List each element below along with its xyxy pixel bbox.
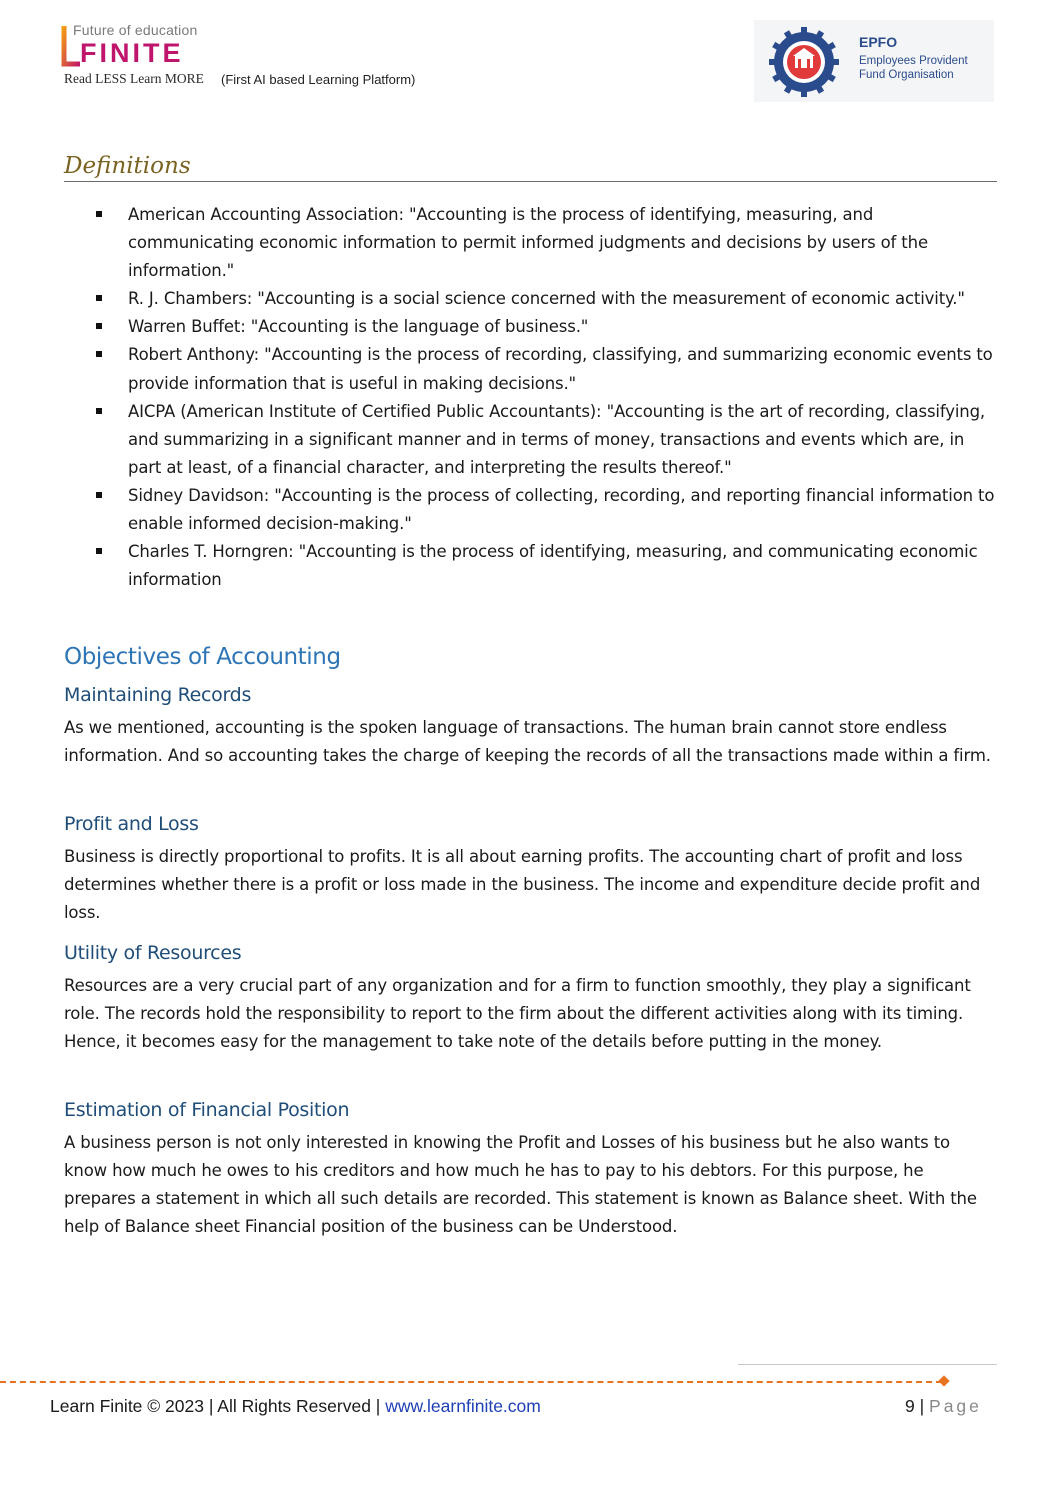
square-bullet-icon bbox=[96, 492, 102, 498]
list-item: American Accounting Association: "Accounting is the process of identifying, measuring, and communicating economic information to permit informed judgments and decisions by users of the information." bbox=[96, 201, 996, 285]
footer-dashed-rule bbox=[0, 1381, 942, 1383]
footer-website-link[interactable]: www.learnfinite.com bbox=[385, 1396, 541, 1416]
partner-logo-card bbox=[754, 20, 994, 102]
brand-slogan: Read LESS Learn MORE bbox=[64, 71, 204, 86]
epfo-seal-icon bbox=[768, 26, 840, 98]
list-item: Robert Anthony: "Accounting is the process of recording, classifying, and summarizing economic events to provide information that is useful in making decisions." bbox=[96, 341, 996, 397]
subsection-title-utility-of-resources: Utility of Resources bbox=[64, 942, 242, 964]
square-bullet-icon bbox=[96, 323, 102, 329]
list-item: Sidney Davidson: "Accounting is the process of collecting, recording, and reporting financial information to enable informed decision-making." bbox=[96, 482, 996, 538]
partner-subtitle-line2: Fund Organisation bbox=[859, 69, 954, 81]
brand-wordmark: FINITE bbox=[80, 38, 184, 68]
objectives-heading: Objectives of Accounting bbox=[64, 644, 341, 670]
partner-title: EPFO bbox=[859, 34, 898, 50]
subsection-body-utility-of-resources: Resources are a very crucial part of any organization and for a firm to function smoothly, they play a significant role. The records hold the responsibility to report to the firm about the different activities along with its timing. Hence, it becomes easy for the management to take note of the details before putting in the money. bbox=[64, 976, 971, 1052]
list-item: Warren Buffet: "Accounting is the language of business." bbox=[96, 313, 996, 341]
partner-subtitle-line1: Employees Provident bbox=[859, 55, 968, 67]
subsection-body-financial-position: A business person is not only interested in knowing the Profit and Losses of his business but he also wants to know how much he owes to his creditors and how much he has to pay to his debtors. For this purpose, he prepares a statement in which all such details are recorded. This statement is known as Balance sheet. With the help of Balance sheet Financial position of the business can be Understood. bbox=[64, 1133, 977, 1237]
list-item: R. J. Chambers: "Accounting is a social science concerned with the measurement of economic activity." bbox=[96, 285, 996, 313]
square-bullet-icon bbox=[96, 351, 102, 357]
subsection-body-profit-and-loss: Business is directly proportional to profits. It is all about earning profits. The accounting chart of profit and loss determines whether there is a profit or loss made in the business. The income and expenditure decide profit and loss. bbox=[64, 847, 981, 923]
square-bullet-icon bbox=[96, 408, 102, 414]
square-bullet-icon bbox=[96, 295, 102, 301]
brand-logo-l-icon bbox=[60, 24, 82, 68]
definitions-heading: Definitions bbox=[64, 153, 997, 182]
footer-divider bbox=[738, 1364, 997, 1365]
definitions-list bbox=[96, 201, 996, 594]
brand-tagline: Future of education bbox=[73, 22, 198, 38]
square-bullet-icon bbox=[96, 211, 102, 217]
square-bullet-icon bbox=[96, 548, 102, 554]
subsection-body-maintaining-records: As we mentioned, accounting is the spoken language of transactions. The human brain cannot store endless information. And so accounting takes the charge of keeping the records of all the transactions made within a firm. bbox=[64, 718, 991, 766]
brand-platform-note: (First AI based Learning Platform) bbox=[221, 72, 416, 87]
subsection-title-profit-and-loss: Profit and Loss bbox=[64, 813, 199, 835]
list-item: AICPA (American Institute of Certified Public Accountants): "Accounting is the art of recording, classifying, and summarizing in a significant manner and in terms of money, transactions and events which are, in part at least, of a financial character, and interpreting the results thereof." bbox=[96, 398, 996, 482]
footer-copyright: Learn Finite © 2023 | All Rights Reserved | www.learnfinite.com bbox=[50, 1396, 541, 1416]
footer-diamond-icon bbox=[938, 1375, 949, 1386]
subsection-title-financial-position: Estimation of Financial Position bbox=[64, 1099, 350, 1121]
list-item: Charles T. Horngren: "Accounting is the process of identifying, measuring, and communicating economic information bbox=[96, 538, 996, 594]
subsection-title-maintaining-records: Maintaining Records bbox=[64, 684, 252, 706]
footer-page-number: 9 | Page bbox=[905, 1396, 982, 1416]
